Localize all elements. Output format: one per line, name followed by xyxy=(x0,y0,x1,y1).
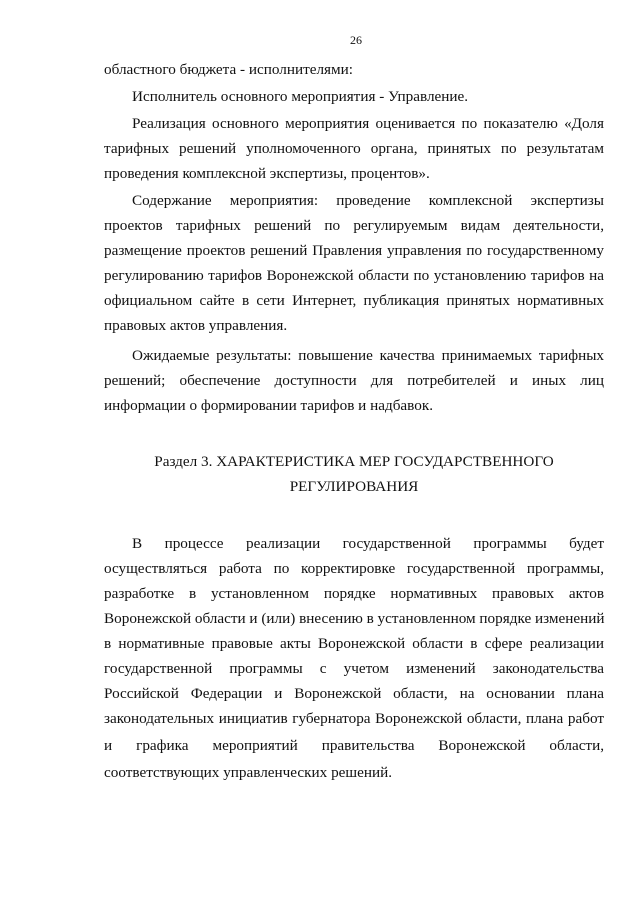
paragraph-line: Содержание мероприятия: проведение комплексной экспертизы xyxy=(132,192,604,209)
paragraph-line: Реализация основного мероприятия оценивается по показателю «Доля xyxy=(132,115,604,132)
paragraph-line: Ожидаемые результаты: повышение качества принимаемых тарифных xyxy=(132,347,604,364)
paragraph-line: официальном сайте в сети Интернет, публикация принятых нормативных xyxy=(104,292,604,309)
paragraph-line: Исполнитель основного мероприятия - Управление. xyxy=(132,88,469,105)
section-heading: РЕГУЛИРОВАНИЯ xyxy=(289,478,419,495)
paragraph-line: в нормативные правовые акты Воронежской области в сфере реализации xyxy=(104,635,604,652)
paragraph-line: и графика мероприятий правительства Воронежской области, xyxy=(104,737,604,754)
document-page xyxy=(104,0,604,905)
paragraph-line: Воронежской области и (или) внесению в установленном порядке изменений xyxy=(104,610,605,627)
paragraph-line: тарифных решений уполномоченного органа, принятых по результатам xyxy=(104,140,604,157)
section-heading: Раздел 3. ХАРАКТЕРИСТИКА МЕР ГОСУДАРСТВЕННОГО xyxy=(154,453,554,470)
paragraph-line: государственной программы с учетом изменений законодательства xyxy=(104,660,604,677)
paragraph-line: правовых актов управления. xyxy=(104,317,288,334)
paragraph-line: В процессе реализации государственной программы будет xyxy=(132,535,604,552)
paragraph-line: информации о формировании тарифов и надбавок. xyxy=(104,397,434,414)
page-number: 26 xyxy=(350,33,362,47)
paragraph-line: разработке в установленном порядке нормативных правовых актов xyxy=(104,585,604,602)
paragraph-line: осуществляться работа по корректировке государственной программы, xyxy=(104,560,604,577)
paragraph-line: законодательных инициатив губернатора Воронежской области, плана работ xyxy=(104,710,604,727)
paragraph-line: проектов тарифных решений по регулируемым видам деятельности, xyxy=(104,217,604,234)
paragraph-line: соответствующих управленческих решений. xyxy=(104,764,393,781)
paragraph-line: областного бюджета - исполнителями: xyxy=(104,61,354,78)
paragraph-line: Российской Федерации и Воронежской области, на основании плана xyxy=(104,685,604,702)
paragraph-line: размещение проектов решений Правления управления по государственному xyxy=(104,242,604,259)
paragraph-line: регулированию тарифов Воронежской области по установлению тарифов на xyxy=(104,267,604,284)
paragraph-line: проведения комплексной экспертизы, процентов». xyxy=(104,165,430,182)
paragraph-line: решений; обеспечение доступности для потребителей и иных лиц xyxy=(104,372,604,389)
